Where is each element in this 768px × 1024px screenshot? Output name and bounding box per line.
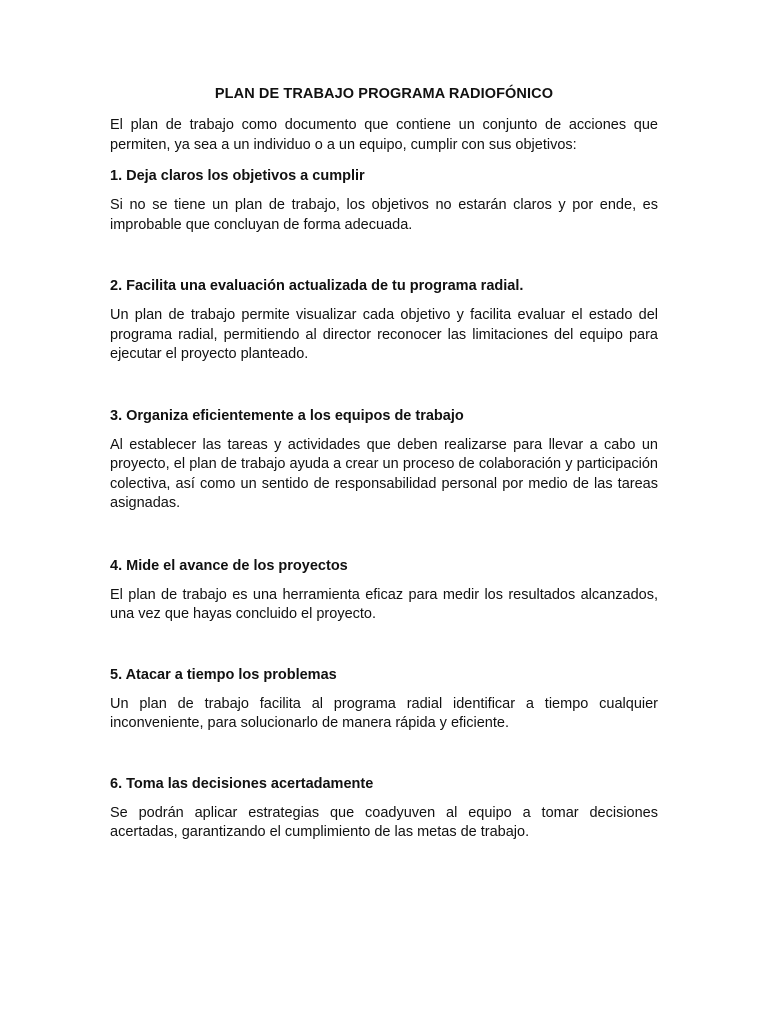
section-heading: 6. Toma las decisiones acertadamente [110,775,374,792]
section-heading: 4. Mide el avance de los proyectos [110,557,348,574]
section-heading: 3. Organiza eficientemente a los equipos de trabajo [110,407,464,424]
section-body: Al establecer las tareas y actividades que deben realizarse para llevar a cabo un proyecto, el plan de trabajo ayuda a crear un proceso de colaboración y participación colectiva, así como un sentido de responsabilidad personal por medio de las tareas asignadas. [110,436,658,511]
section-progress [110,556,658,625]
section-body: Un plan de trabajo permite visualizar cada objetivo y facilita evaluar el estado del programa radial, permitiendo al director reconocer las limitaciones del equipo para ejecutar el proyecto planteado. [110,307,658,362]
section-teams [110,406,658,514]
section-heading: 5. Atacar a tiempo los problemas [110,666,337,683]
document-title: PLAN DE TRABAJO PROGRAMA RADIOFÓNICO [214,86,554,102]
section-body: Un plan de trabajo facilita al programa radial identificar a tiempo cualquier inconveniente, para solucionarlo de manera rápida y eficiente. [110,695,658,731]
section-decisions [110,774,658,843]
section-problems [110,665,658,734]
section-evaluation [110,276,658,365]
section-heading: 1. Deja claros los objetivos a cumplir [110,168,365,184]
intro-paragraph: El plan de trabajo como documento que contiene un conjunto de acciones que permiten, ya sea a un individuo o a un equipo, cumplir con sus objetivos: [110,117,658,153]
section-body: Se podrán aplicar estrategias que coadyuven al equipo a tomar decisiones acertadas, garantizando el cumplimiento de las metas de trabajo. [110,804,658,840]
section-body: Si no se tiene un plan de trabajo, los objetivos no estarán claros y por ende, es improbable que concluyan de forma adecuada. [110,197,658,233]
section-objectives [110,166,658,235]
section-heading: 2. Facilita una evaluación actualizada de tu programa radial. [110,278,524,294]
document-content [110,84,658,843]
section-body: El plan de trabajo es una herramienta eficaz para medir los resultados alcanzados, una vez que hayas concluido el proyecto. [110,586,658,622]
